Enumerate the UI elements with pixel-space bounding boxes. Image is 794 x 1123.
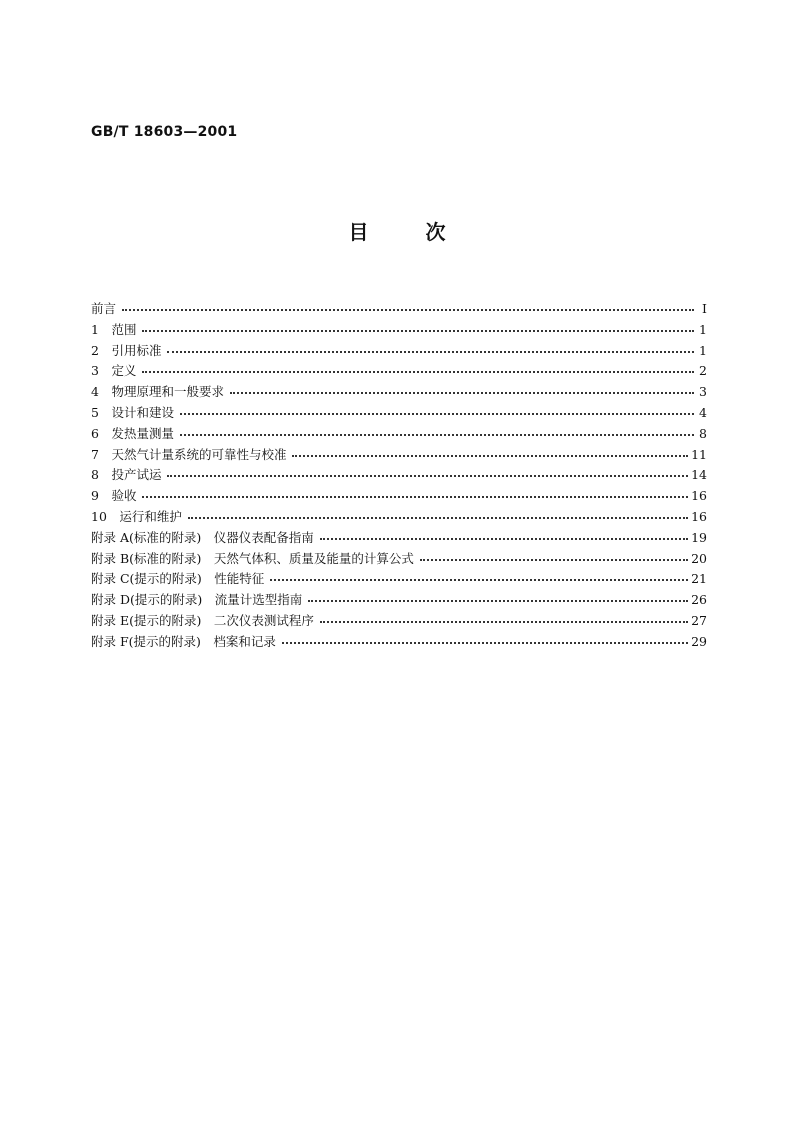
toc-entry-page: 11 xyxy=(691,446,707,462)
toc-entry-label: 8 投产试运 xyxy=(91,467,162,483)
toc-entry-page: 1 xyxy=(699,321,707,337)
toc-entry-label: 附录 E(提示的附录) 二次仪表测试程序 xyxy=(91,612,314,628)
toc-entry-label: 6 发热量测量 xyxy=(91,425,174,441)
toc-entry-annex-a[interactable] xyxy=(91,528,707,549)
toc-list xyxy=(91,299,707,653)
toc-entry-page: 19 xyxy=(691,529,707,545)
toc-entry-commissioning[interactable] xyxy=(91,465,707,486)
toc-entry-label: 附录 B(标准的附录) 天然气体积、质量及能量的计算公式 xyxy=(91,550,414,566)
toc-entry-label: 2 引用标准 xyxy=(91,342,162,358)
toc-entry-page: 21 xyxy=(691,571,707,587)
toc-entry-page: 8 xyxy=(699,425,707,441)
toc-leader-dots xyxy=(188,505,688,519)
toc-entry-page: I xyxy=(702,301,707,316)
toc-entry-page: 27 xyxy=(691,612,707,628)
standard-code: GB/T 18603—2001 xyxy=(91,124,238,140)
toc-leader-dots xyxy=(142,359,694,373)
toc-leader-dots xyxy=(180,422,694,436)
toc-entry-operation-maintenance[interactable] xyxy=(91,507,707,528)
toc-entry-label: 前言 xyxy=(91,301,117,316)
toc-entry-annex-d[interactable] xyxy=(91,590,707,611)
toc-leader-dots xyxy=(320,609,688,623)
toc-leader-dots xyxy=(292,443,688,457)
toc-entry-page: 29 xyxy=(691,633,707,649)
toc-entry-label: 附录 C(提示的附录) 性能特征 xyxy=(91,571,265,587)
toc-title: 目 次 xyxy=(348,220,446,244)
toc-leader-dots xyxy=(180,401,694,415)
toc-entry-annex-e[interactable] xyxy=(91,611,707,632)
toc-leader-dots xyxy=(420,547,688,561)
toc-entry-scope[interactable] xyxy=(91,320,707,341)
toc-leader-dots xyxy=(270,567,688,581)
toc-leader-dots xyxy=(308,588,688,602)
toc-entry-label: 4 物理原理和一般要求 xyxy=(91,384,224,400)
toc-entry-page: 16 xyxy=(691,488,707,504)
toc-leader-dots xyxy=(122,297,694,311)
toc-entry-physical-principles[interactable] xyxy=(91,382,707,403)
toc-leader-dots xyxy=(167,339,694,353)
toc-entry-label: 9 验收 xyxy=(91,488,137,504)
toc-entry-annex-f[interactable] xyxy=(91,632,707,653)
toc-leader-dots xyxy=(167,463,688,477)
toc-entry-page: 1 xyxy=(699,342,707,358)
toc-entry-reliability-calibration[interactable] xyxy=(91,445,707,466)
toc-entry-design-construction[interactable] xyxy=(91,403,707,424)
toc-leader-dots xyxy=(282,630,688,644)
toc-leader-dots xyxy=(230,380,694,394)
toc-entry-label: 3 定义 xyxy=(91,363,137,379)
toc-entry-definitions[interactable] xyxy=(91,361,707,382)
toc-entry-label: 附录 A(标准的附录) 仪器仪表配备指南 xyxy=(91,529,314,545)
toc-entry-page: 20 xyxy=(691,550,707,566)
toc-entry-annex-b[interactable] xyxy=(91,549,707,570)
toc-entry-annex-c[interactable] xyxy=(91,569,707,590)
toc-entry-page: 4 xyxy=(699,404,707,420)
toc-entry-page: 16 xyxy=(691,508,707,524)
toc-entry-page: 3 xyxy=(699,384,707,400)
toc-entry-label: 10 运行和维护 xyxy=(91,508,182,524)
toc-entry-page: 2 xyxy=(699,363,707,379)
toc-entry-label: 附录 D(提示的附录) 流量计选型指南 xyxy=(91,592,303,608)
toc-leader-dots xyxy=(142,484,688,498)
toc-entry-calorific-measurement[interactable] xyxy=(91,424,707,445)
toc-entry-label: 1 范围 xyxy=(91,321,137,337)
toc-entry-page: 26 xyxy=(691,592,707,608)
toc-leader-dots xyxy=(142,318,694,332)
toc-entry-label: 5 设计和建设 xyxy=(91,404,174,420)
toc-entry-acceptance[interactable] xyxy=(91,486,707,507)
toc-entry-label: 附录 F(提示的附录) 档案和记录 xyxy=(91,633,276,649)
toc-entry-foreword[interactable] xyxy=(91,299,707,320)
toc-entry-normative-references[interactable] xyxy=(91,341,707,362)
toc-leader-dots xyxy=(320,526,688,540)
toc-entry-label: 7 天然气计量系统的可靠性与校准 xyxy=(91,446,287,462)
toc-entry-page: 14 xyxy=(691,467,707,483)
